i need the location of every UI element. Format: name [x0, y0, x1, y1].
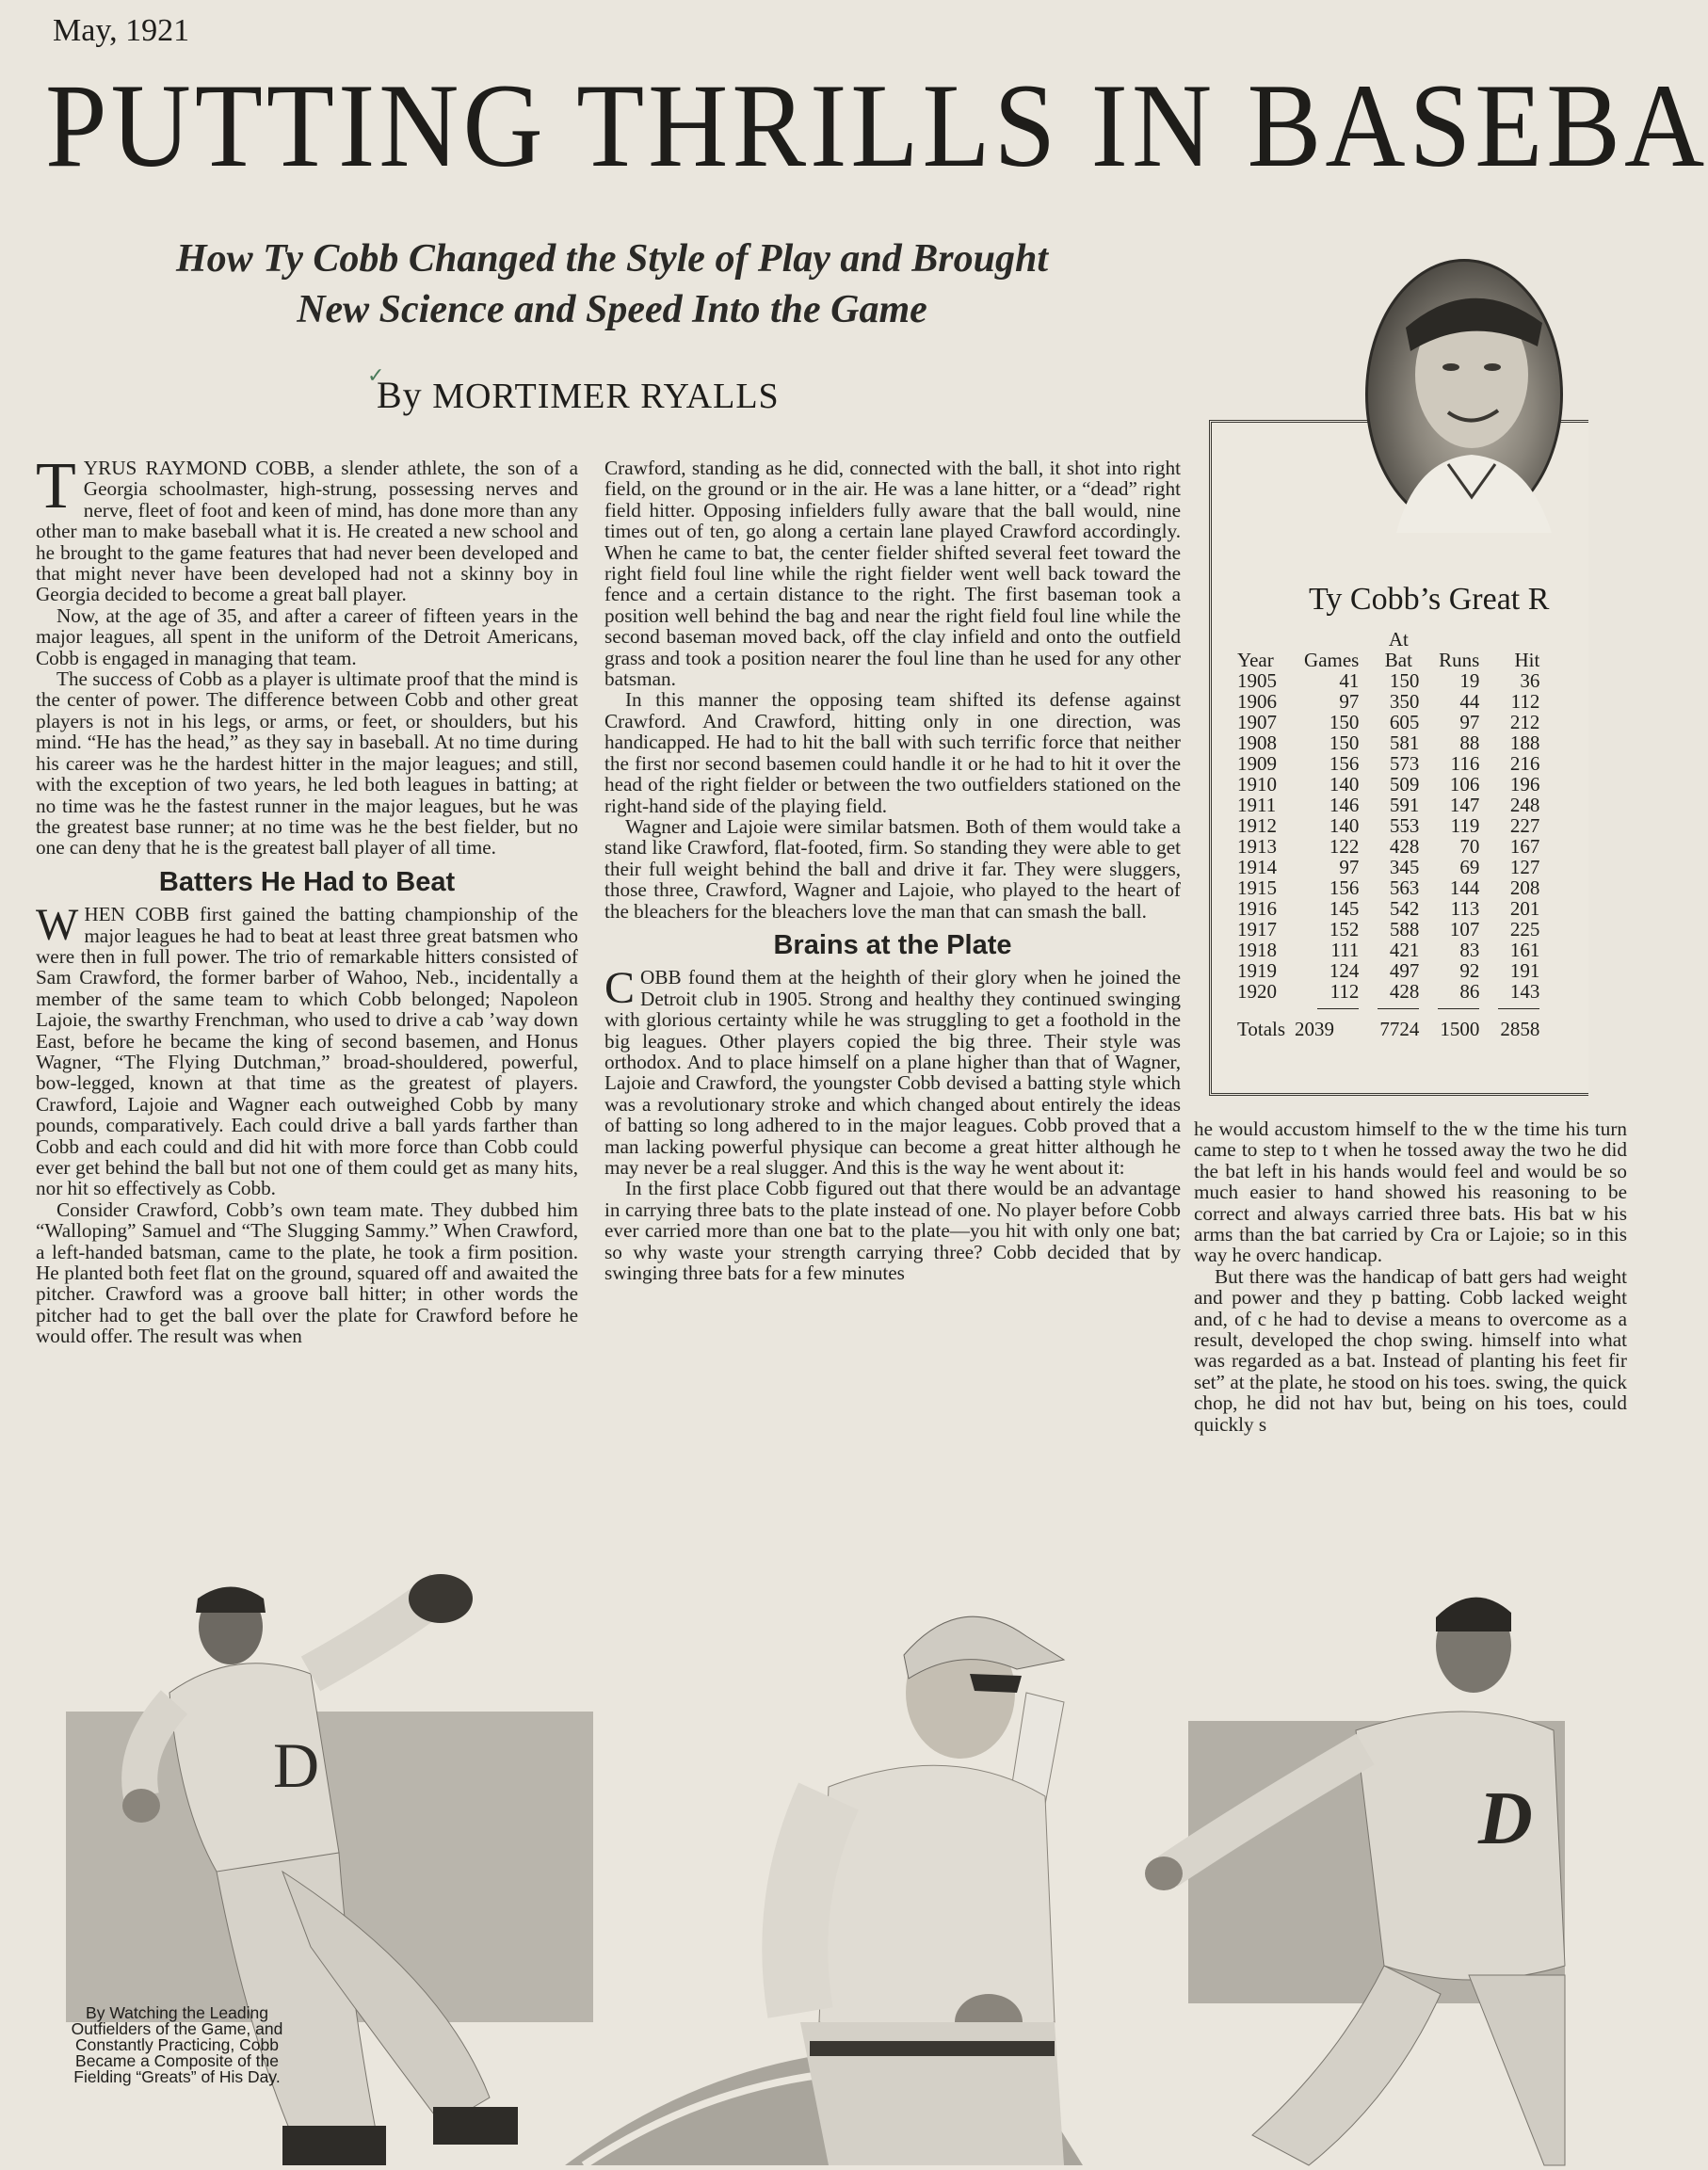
- hits-cell: 188: [1509, 731, 1540, 754]
- article-column-3: [1194, 1117, 1627, 1559]
- hits-cell: 143: [1509, 980, 1540, 1003]
- runs-cell: 44: [1459, 690, 1480, 713]
- table-row: [1230, 940, 1549, 960]
- games-cell: 156: [1329, 876, 1360, 899]
- table-header-row: [1230, 629, 1549, 670]
- paragraph: [604, 963, 1181, 1179]
- at-bat-cell: 497: [1389, 959, 1420, 982]
- header-at-bat: [1368, 629, 1428, 670]
- paragraph: But there was the handicap of batt gers had weight and power and they p batting. Cobb lacked weight and, of c he had to devise a means to overcome as a result, developed the chop swing. himself into what was regarded as a bat. Instead of planting his feet fir set” at the plate, he stood on his toes. swing, the quick chop, he did not hav but, being on his toes, could quickly s: [1194, 1264, 1627, 1436]
- paragraph: he would accustom himself to the w the time his turn came to step to t when he tossed away the two he did the bat left in his hands would feel and would be so much easier to hand showed his reasoning to be correct and always carried three bats. His bat w his arms than the bat carried by Cra or Lajoie; so in this way he overc handicap.: [1194, 1117, 1627, 1267]
- games-cell: 97: [1339, 856, 1360, 878]
- hits-cell: 112: [1510, 690, 1540, 713]
- games-cell: 97: [1339, 690, 1360, 713]
- table-row: [1230, 753, 1549, 774]
- year-cell: 1916: [1237, 897, 1277, 920]
- dateline: May, 1921: [53, 13, 190, 48]
- at-bat-cell: 605: [1389, 711, 1420, 733]
- at-bat-cell: 563: [1389, 876, 1420, 899]
- subhead-line-2: New Science and Speed Into the Game: [297, 288, 927, 331]
- year-cell: 1920: [1237, 980, 1277, 1003]
- paragraph: [36, 900, 578, 1200]
- runs-cell: 86: [1459, 980, 1480, 1003]
- runs-cell: 106: [1449, 773, 1480, 796]
- header-runs: Runs: [1439, 649, 1480, 671]
- at-bat-cell: 509: [1389, 773, 1420, 796]
- hits-cell: 212: [1509, 711, 1540, 733]
- total-rule: [1317, 1008, 1359, 1009]
- table-row: [1230, 836, 1549, 857]
- runs-cell: 69: [1459, 856, 1480, 878]
- subhead-line-1: How Ty Cobb Changed the Style of Play and Brought: [175, 237, 1048, 281]
- hits-cell: 167: [1509, 835, 1540, 858]
- games-cell: 122: [1329, 835, 1360, 858]
- at-bat-cell: 553: [1389, 814, 1420, 837]
- year-cell: 1910: [1237, 773, 1277, 796]
- paragraph: Wagner and Lajoie were similar batsmen. Both of them would take a stand like Crawford, flat-footed, firm. So standing they were able to get their full weight behind the ball and drive it far. They were sluggers, those three, Crawford, Wagner and Lajoie, who played to the heart of the bleachers for the bleachers love the man that can smash the ball.: [604, 814, 1181, 923]
- table-row: [1230, 691, 1549, 712]
- at-bat-cell: 345: [1389, 856, 1420, 878]
- total-rule: [1378, 1008, 1419, 1009]
- jersey-letter: D: [1478, 1777, 1533, 1860]
- table-row: [1230, 815, 1549, 836]
- hits-cell: 225: [1509, 918, 1540, 940]
- jersey-letter: D: [273, 1729, 320, 1801]
- hits-cell: 191: [1509, 959, 1540, 982]
- totals-runs: 1500: [1440, 1018, 1480, 1040]
- runs-cell: 113: [1450, 897, 1480, 920]
- runs-cell: 147: [1449, 794, 1480, 816]
- table-row: [1230, 712, 1549, 732]
- paragraph: In this manner the opposing team shifted its defense against Crawford. And Crawford, hitting only in one direction, was handicapped. He had to hit the ball with such terrific force that neither the first nor second basemen could handle it or he had to hit it over the head of the right fielder or between the two outfielders stationed on the right-hand side of the playing field.: [604, 688, 1181, 817]
- hits-cell: 216: [1509, 752, 1540, 775]
- games-cell: 111: [1330, 939, 1360, 961]
- runs-cell: 144: [1449, 876, 1480, 899]
- hits-cell: 196: [1509, 773, 1540, 796]
- header-year: Year: [1237, 649, 1274, 671]
- paragraph: Consider Crawford, Cobb’s own team mate. They dubbed him “Walloping” Samuel and “The Slugging Sammy.” When Crawford, a left-handed batsman, came to the plate, he took a firm position. He planted both feet flat on the ground, squared off and awaited the pitcher. Crawford was a groove ball hitter; in other words the pitcher had to get the ball over the plate for Crawford before he would offer. The result was when: [36, 1198, 578, 1348]
- runs-cell: 116: [1450, 752, 1480, 775]
- year-cell: 1915: [1237, 876, 1277, 899]
- table-row: [1230, 981, 1549, 1002]
- totals-row: [1230, 1015, 1549, 1039]
- year-cell: 1914: [1237, 856, 1277, 878]
- article-column-2: [604, 458, 1181, 1283]
- runs-cell: 107: [1449, 918, 1480, 940]
- table-row: [1230, 732, 1549, 753]
- games-cell: 41: [1339, 669, 1360, 692]
- headline: PUTTING THRILLS IN BASEBA: [45, 58, 1708, 192]
- table-row: [1230, 919, 1549, 940]
- table-row: [1230, 877, 1549, 898]
- games-cell: 152: [1329, 918, 1360, 940]
- year-cell: 1913: [1237, 835, 1277, 858]
- runs-cell: 119: [1450, 814, 1480, 837]
- paragraph: Crawford, standing as he did, connected with the ball, it shot into right field, on the ground or in the air. He was a lane hitter, or a “dead” right field hitter. Opposing infielders fully aware that the ball would, nine times out of ten, go along a certain lane played Crawford accordingly. When he came to bat, the center fielder shifted several feet toward the right field foul line while the right fielder went well back toward the fence and a certain distance to the right. The first baseman took a position well behind the bag and near the right field foul line while the second baseman moved back, off the clay infield and onto the outfield grass and took a position nearer the foul line than he used for any other batsman.: [604, 457, 1181, 691]
- hits-cell: 36: [1520, 669, 1540, 692]
- at-bat-cell: 428: [1389, 835, 1420, 858]
- games-cell: 140: [1329, 814, 1360, 837]
- table-row: [1230, 857, 1549, 877]
- article-column-1: [36, 450, 578, 1348]
- stats-body: [1230, 670, 1549, 1002]
- games-cell: 124: [1329, 959, 1360, 982]
- totals-at-bat: 7724: [1379, 1018, 1420, 1040]
- section-heading: Batters He Had to Beat: [158, 866, 456, 897]
- drop-cap: C: [604, 963, 636, 1014]
- at-bat-cell: 591: [1389, 794, 1420, 816]
- byline-author: MORTIMER RYALLS: [432, 377, 780, 416]
- table-row: [1230, 774, 1549, 795]
- year-cell: 1912: [1237, 814, 1277, 837]
- runs-cell: 88: [1459, 731, 1480, 754]
- at-bat-cell: 542: [1389, 897, 1420, 920]
- runs-cell: 92: [1459, 959, 1480, 982]
- year-cell: 1909: [1237, 752, 1277, 775]
- hits-cell: 201: [1509, 897, 1540, 920]
- header-at-bat-bottom: Bat: [1384, 649, 1412, 671]
- totals-hits: 2858: [1500, 1018, 1540, 1040]
- at-bat-cell: 421: [1389, 939, 1420, 961]
- byline-by: By: [377, 374, 423, 416]
- runs-cell: 70: [1459, 835, 1480, 858]
- paragraph: Now, at the age of 35, and after a career of fifteen years in the major leagues, all spent in the uniform of the Detroit Americans, Cobb is engaged in managing that team.: [36, 603, 578, 669]
- hits-cell: 161: [1509, 939, 1540, 961]
- table-row: [1230, 670, 1549, 691]
- table-rule-row: [1230, 1002, 1549, 1015]
- games-cell: 156: [1329, 752, 1360, 775]
- career-stats-table: [1230, 629, 1549, 1039]
- at-bat-cell: 150: [1389, 669, 1420, 692]
- table-row: [1230, 898, 1549, 919]
- runs-cell: 97: [1459, 711, 1480, 733]
- paragraph: In the first place Cobb figured out that there would be an advantage in carrying three bats to the plate instead of one. No player before Cobb ever carried more than one bat to the plate—you hit with only one bat; so why waste your strength carrying three? Cobb decided that by swinging three bats for a few minutes: [604, 1177, 1181, 1285]
- year-cell: 1911: [1237, 794, 1277, 816]
- year-cell: 1918: [1237, 939, 1277, 961]
- year-cell: 1905: [1237, 669, 1277, 692]
- at-bat-cell: 350: [1389, 690, 1420, 713]
- year-cell: 1908: [1237, 731, 1277, 754]
- games-cell: 145: [1329, 897, 1360, 920]
- games-cell: 150: [1329, 711, 1360, 733]
- runs-cell: 19: [1459, 669, 1480, 692]
- at-bat-cell: 588: [1389, 918, 1420, 940]
- table-row: [1230, 960, 1549, 981]
- stats-title: Ty Cobb’s Great R: [1309, 582, 1550, 617]
- table-row: [1230, 795, 1549, 815]
- year-cell: 1907: [1237, 711, 1277, 733]
- portrait-frame: [1365, 259, 1582, 532]
- paragraph-text: YRUS RAYMOND COBB, a slender athlete, the son of a Georgia schoolmaster, high-strung, possessing nerves and nerve, fleet of foot and keen of mind, has done more than any other man to make baseball what it is. He created a new school and he brought to the game features that had never been developed and that might never have been developed had not a skinny boy in Georgia decided to become a great ball player.: [36, 457, 578, 606]
- games-cell: 150: [1329, 731, 1360, 754]
- at-bat-cell: 573: [1389, 752, 1420, 775]
- paragraph-text: HEN COBB first gained the batting championship of the major leagues he had to beat at least three great batsmen who were then in full power. The trio of remarkable hitters consisted of Sam Crawford, the former barber of Wahoo, Neb., incidentally a member of the same team to which Cobb belonged; Napoleon Lajoie, the swarthy Frenchman, who used to drive a cab ’way down East, before he became the king of second basemen, and Honus Wagner, “The Flying Dutchman,” broad-shouldered, powerful, bow-legged, known at that time as the greatest of players. Crawford, Lajoie and Wagner each outweighed Cobb by many pounds, comparatively. Each could drive a ball yards farther than Cobb and each could and did hit with more force than Cobb could ever get behind the ball but not one of them could get as many hits, nor hit so effectively as Cobb.: [36, 903, 578, 1200]
- games-cell: 140: [1329, 773, 1360, 796]
- paragraph: The success of Cobb as a player is ultimate proof that the mind is the center of power. The difference between Cobb and other great players is not in his legs, or arms, or feet, or shoulders, but his mind. “He has the head,” as they say in baseball. At no time during his career was he the hardest hitter in the major leagues; and still, with the exception of two years, he led both leagues in batting; at no time was he the fastest runner in the major leagues, but he was the greatest base runner; at no time was he the best fielder, but no one can deny that he is the greatest ball player of all time.: [36, 667, 578, 860]
- hits-cell: 248: [1509, 794, 1540, 816]
- drop-cap: W: [36, 900, 79, 951]
- ink-mark: ✓: [367, 363, 385, 387]
- runs-cell: 83: [1459, 939, 1480, 961]
- hits-cell: 127: [1509, 856, 1540, 878]
- section-heading: Brains at the Plate: [773, 929, 1012, 960]
- paragraph-text: OBB found them at the heighth of their glory when he joined the Detroit club in 1905. Strong and healthy they continued swinging with glorious certainty while he was struggling to get a foothold in the big leagues. Other players copied the big three. Their style was orthodox. And to place himself on a plane higher than that of Wagner, Lajoie and Crawford, the youngster Cobb devised a batting style which was a revolutionary stroke and which changed about entirely the ideas of batting so long adhered to in the major leagues. Cobb proved that a man lacking powerful physique can become a great hitter although he may never be a real slugger. And this is the way he went about it:: [604, 966, 1181, 1179]
- games-cell: 146: [1329, 794, 1360, 816]
- hits-cell: 208: [1509, 876, 1540, 899]
- totals-label: Totals: [1237, 1018, 1286, 1040]
- totals-games: 2039: [1295, 1018, 1335, 1040]
- header-games: Games: [1304, 649, 1360, 671]
- photo-caption: By Watching the Leading Outfielders of the Game, and Constantly Practicing, Cobb Became a Composite of the Fielding “Greats” of His Day.: [71, 2003, 283, 2086]
- byline: [377, 373, 780, 417]
- at-bat-cell: 581: [1389, 731, 1420, 754]
- subhead: [56, 233, 1168, 335]
- at-bat-cell: 428: [1389, 980, 1420, 1003]
- header-hits: Hit: [1514, 649, 1540, 671]
- drop-cap: T: [36, 450, 76, 522]
- year-cell: 1917: [1237, 918, 1277, 940]
- total-rule: [1438, 1008, 1479, 1009]
- games-cell: 112: [1329, 980, 1360, 1003]
- hits-cell: 227: [1509, 814, 1540, 837]
- cobb-portrait-photo: [1365, 259, 1563, 530]
- year-cell: 1906: [1237, 690, 1277, 713]
- total-rule: [1498, 1008, 1539, 1009]
- batting-player-photo: [795, 1616, 1064, 2165]
- header-at-bat-top: At: [1388, 628, 1409, 651]
- paragraph: [36, 450, 578, 606]
- year-cell: 1919: [1237, 959, 1277, 982]
